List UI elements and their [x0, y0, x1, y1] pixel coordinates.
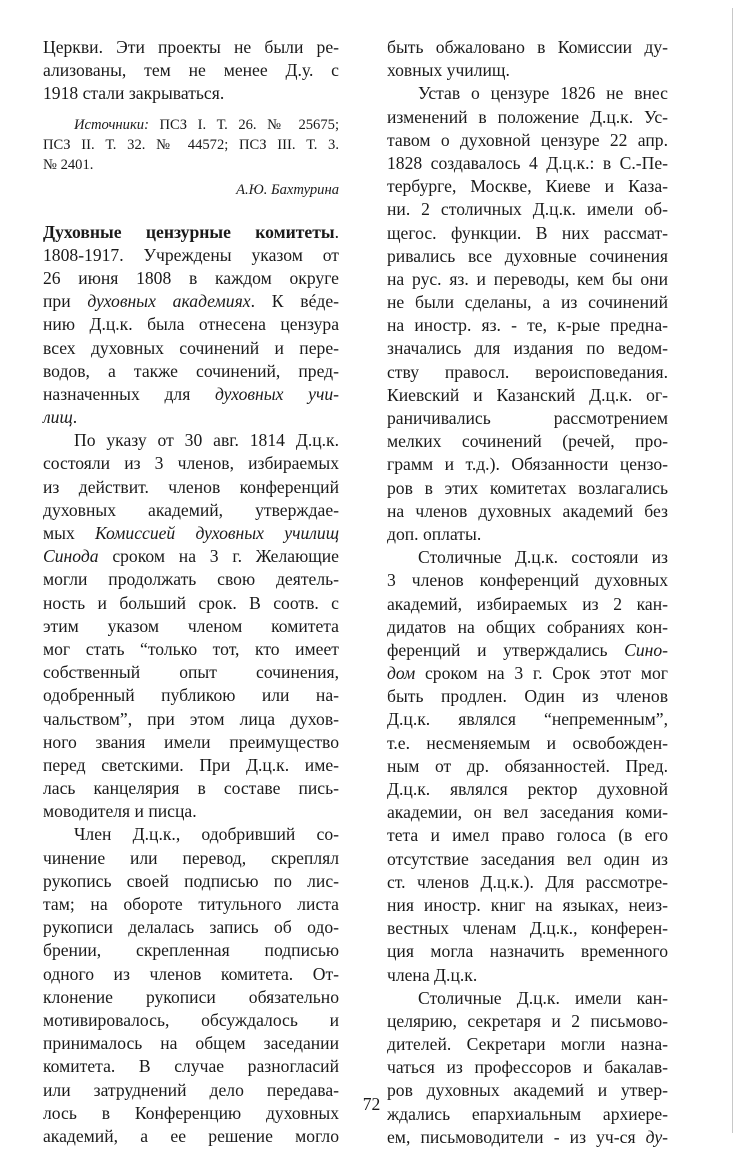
text-line: академий, а ее решение могло: [43, 1125, 339, 1146]
previous-entry-ending: [43, 36, 339, 106]
text-line: дидатов на общих собраниях кон-: [387, 616, 668, 637]
entry-paragraph-6: [387, 987, 668, 1149]
text-line: 26 июня 1808 в каждом округе: [43, 267, 339, 288]
entry-paragraph-5: [387, 546, 668, 987]
text-line: Церкви. Эти проекты не были ре-: [43, 37, 339, 57]
text-line: 1828 создавалось 4 Д.ц.к.: в С.-Пе-: [387, 152, 668, 173]
text-line: ем, письмоводители - из уч-ся ду-: [387, 1126, 668, 1147]
text-line: ривались все духовные сочинения: [387, 245, 668, 266]
text-line: целярию, секретаря и 2 письмово-: [387, 1010, 668, 1031]
entry-paragraph-3-continued: [387, 36, 668, 82]
text-line: Синода сроком на 3 г. Желающие: [43, 546, 339, 567]
text-line: 3 членов конференций духовных: [387, 570, 668, 591]
text-line: там; на обороте титульного листа: [43, 894, 339, 914]
cross-reference: Комиссией духовных училищ: [95, 523, 340, 543]
text-line: рукопись своей подписью по лис-: [43, 870, 339, 891]
text-line: одного из членов комитета. От-: [43, 963, 339, 984]
text-line: ров духовных академий и утвер-: [387, 1080, 668, 1101]
text-line: 1918 стали закрываться.: [43, 83, 225, 104]
text-line: Д.ц.к. являлся ректор духовной: [387, 779, 668, 799]
text-line: ПСЗ II. Т. 32. № 44572; ПСЗ III. Т. 3.: [43, 136, 339, 153]
text-line: клонение рукописи обязательно: [43, 986, 339, 1007]
text-line: Устав о цензуре 1826 не внес: [418, 83, 668, 104]
text-line: дом сроком на 3 г. Срок этот мог: [387, 663, 668, 684]
text-line: водов, а также сочинений, пред-: [43, 360, 339, 381]
text-line: ного звания имели преимущество: [43, 731, 339, 752]
text-line: грамм и т.д.). Обязанности цензо-: [387, 454, 668, 475]
text-line: лась канцелярия в составе пись-: [43, 778, 339, 799]
text-line: Столичные Д.ц.к. состояли из: [418, 547, 668, 568]
text-line: дителей. Секретари могли назна-: [387, 1034, 668, 1055]
text-line: Член Д.ц.к., одобривший со-: [74, 824, 339, 845]
text-line: лищ.: [43, 407, 78, 428]
text-line: ным от др. обязанностей. Пред.: [387, 755, 668, 776]
text-line: на иностр. яз. - те, к-рые предна-: [387, 315, 668, 336]
left-column: [43, 36, 339, 1148]
text-line: духовных академий, утверждае-: [43, 499, 339, 520]
sources-block: [43, 115, 339, 175]
cross-reference: лищ: [43, 407, 73, 428]
text-line: чаться из профессоров и бакалав-: [387, 1057, 668, 1078]
cross-reference: духовных академиях: [87, 291, 251, 312]
text-line: перед светскими. При Д.ц.к. име-: [43, 754, 339, 775]
text-line: ст. членов Д.ц.к.). Для рассмотре-: [387, 871, 668, 892]
cross-reference: дом: [387, 663, 416, 684]
text-line: ховных училищ.: [387, 60, 510, 81]
text-line: отсутствие заседания вел один из: [387, 848, 668, 869]
text-line: Столичные Д.ц.к. имели кан-: [418, 987, 668, 1008]
text-line: тета и имел право голоса (в его: [387, 825, 668, 846]
text-line: чальством”, при этом лица духов-: [43, 708, 339, 729]
text-line: не были сделаны, а из сочинений: [387, 292, 668, 313]
text-line: при духовных академиях. К вéде-: [43, 291, 339, 312]
text-line: ализованы, тем не менее Д.у. с: [43, 60, 339, 81]
sources-label: Источники:: [74, 116, 149, 133]
text-line: могли продолжать свою деятель-: [43, 569, 339, 590]
text-line: из действит. членов конференций: [43, 476, 339, 497]
page-edge-line: [732, 8, 733, 1133]
entry-paragraph-4: [387, 82, 668, 546]
text-line: одобренный публикою или на-: [43, 685, 339, 706]
text-line: чинение или перевод, скреплял: [43, 847, 339, 868]
text-line: нию Д.ц.к. была отнесена цензура: [43, 314, 339, 335]
text-line: ния иностр. книг на языках, неиз-: [387, 894, 668, 915]
entry-title-line: Духовные цензурные комитеты.: [43, 221, 339, 242]
text-line: ция могла назначить временного: [387, 941, 668, 962]
text-line: тавом о духовной цензуре 22 апр.: [387, 129, 668, 150]
text-line: быть продлен. Один из членов: [387, 686, 668, 707]
text-line: По указу от 30 авг. 1814 Д.ц.к.: [74, 430, 339, 451]
text-line: Киевский и Казанский Д.ц.к. ог-: [387, 384, 668, 405]
text-line: моводителя и писца.: [43, 801, 197, 822]
text-line: изменений в положение Д.ц.к. Ус-: [387, 106, 668, 127]
text-line: щегос. функции. В них рассмат-: [387, 222, 668, 243]
text-line: ждались епархиальным архиере-: [387, 1103, 668, 1124]
text-line: вестных членам Д.ц.к., конферен-: [387, 918, 668, 939]
text-line: состояли из 3 членов, избираемых: [43, 453, 339, 474]
entry-paragraph-2: [43, 429, 339, 823]
text-line: академий, избираемых из 2 кан-: [387, 593, 668, 614]
text-line: члена Д.ц.к.: [387, 964, 478, 985]
text-line: доп. оплаты.: [387, 523, 482, 544]
text-line: мых Комиссией духовных училищ: [43, 523, 340, 543]
cross-reference: Сино-: [624, 639, 668, 660]
text-line: ству правосл. вероисповедания.: [387, 361, 668, 382]
text-line: на рус. яз. и переводы, кем бы они: [387, 268, 668, 289]
text-line: принималось на общем заседании: [43, 1033, 339, 1054]
text-line: ференций и утверждались Сино-: [387, 639, 668, 660]
text-line: раничивались рассмотрением: [387, 408, 668, 428]
text-line: всех духовных сочинений и пере-: [43, 337, 339, 358]
entry-title: Духовные цензурные комитеты: [43, 221, 335, 242]
text-line: на членов духовных академий без: [387, 500, 668, 521]
page-number: 72: [362, 1094, 381, 1114]
text-line: лось в Конференцию духовных: [43, 1102, 339, 1123]
text-line: рукописи делалась запись об одо-: [43, 917, 339, 938]
text-line: значались для издания по ведом-: [387, 338, 668, 359]
text-line: Д.ц.к. являлся “непременным”,: [387, 709, 668, 730]
author-signature: А.Ю. Бахтурина: [236, 181, 339, 198]
text-line: ни. 2 столичных Д.ц.к. имели об-: [387, 199, 668, 220]
text-line: 1808-1917. Учреждены указом от: [43, 244, 339, 265]
text-line: или затруднений дело передава-: [43, 1079, 339, 1100]
text-line: быть обжаловано в Комиссии ду-: [387, 37, 668, 57]
cross-reference: духовных учи-: [214, 383, 339, 404]
text-line: брении, скрепленная подписью: [43, 940, 339, 961]
text-line: назначенных для духовных учи-: [43, 383, 339, 404]
entry-paragraph-1: [43, 221, 339, 430]
text-line: этим указом членом комитета: [43, 615, 339, 636]
text-line: мелких сочинений (речей, про-: [387, 431, 668, 452]
text-line: № 2401.: [43, 156, 94, 173]
text-line: мотивировалось, обсуждалось и: [43, 1009, 339, 1030]
text-line: т.е. несменяемым и освобожден-: [387, 732, 668, 753]
text-line: собственный опыт сочинения,: [43, 662, 339, 683]
text-line: академии, он вел заседания коми-: [387, 802, 668, 823]
text-line: ров в этих комитетах возлагались: [387, 477, 668, 498]
text-line: ность и больший срок. В соотв. с: [43, 592, 339, 613]
cross-reference: Синода: [43, 546, 99, 567]
text-line: тербурге, Москве, Киеве и Каза-: [387, 176, 668, 197]
cross-reference: ду-: [645, 1126, 668, 1147]
text-line: Источники: ПСЗ I. Т. 26. № 25675;: [74, 116, 339, 133]
text-line: комитета. В случае разногласий: [43, 1056, 339, 1077]
text-line: мог стать “только тот, кто имеет: [43, 638, 339, 659]
right-column: [387, 36, 668, 1149]
